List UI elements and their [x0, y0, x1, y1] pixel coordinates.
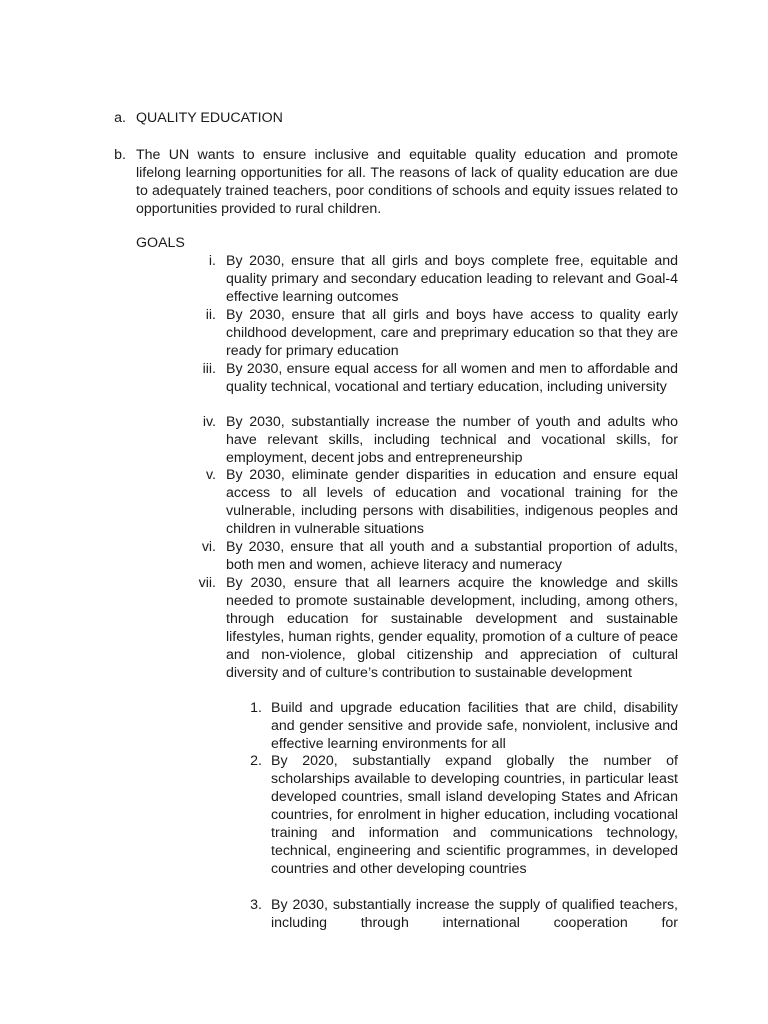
goals-heading: GOALS	[136, 235, 185, 251]
goal-item-text: By 2030, ensure that all youth and a substantial proportion of adults, both men and women, achieve literacy and numeracy	[226, 539, 678, 573]
section-b-paragraph: The UN wants to ensure inclusive and equitable quality education and promote lifelong learning opportunities for all. The reasons of lack of quality education are due to adequately trained teachers, poor conditions of schools and equity issues related to opportunities provided to rural children.	[136, 147, 678, 217]
goal-item-text: By 2030, eliminate gender disparities in education and ensure equal access to all levels of education and vocational training for the vulnerable, including persons with disabilities, indigenous peoples and children in vulnerable situations	[226, 467, 678, 537]
target-marker: 1.	[250, 700, 262, 716]
goal-marker: vii.	[198, 575, 216, 591]
goal-item-text: By 2030, ensure that all girls and boys have access to quality early childhood development, care and preprimary education so that they are ready for primary education	[226, 307, 678, 359]
goal-item-text: By 2030, substantially increase the number of youth and adults who have relevant skills, including technical and vocational skills, for employment, decent jobs and entrepreneurship	[226, 414, 678, 466]
target-item-text: By 2020, substantially expand globally the number of scholarships available to developing countries, in particular least developed countries, small island developing States and African countries, for enrolment in higher education, including vocational training and information and communications technology, technical, engineering and scientific programmes, in developed countries and other developing countries	[271, 753, 678, 877]
goal-item-text: By 2030, ensure equal access for all women and men to affordable and quality technical, vocational and tertiary education, including university	[226, 361, 678, 395]
section-b-marker: b.	[114, 147, 126, 163]
goal-marker: ii.	[205, 307, 216, 323]
target-marker: 3.	[250, 897, 262, 913]
goal-item-text: By 2030, ensure that all learners acquire the knowledge and skills needed to promote sustainable development, including, among others, through education for sustainable development and sustainable lifestyles, human rights, gender equality, promotion of a culture of peace and non-violence, global citizenship and appreciation of cultural diversity and of culture’s contribution to sustainable development	[226, 575, 678, 681]
goal-marker: v.	[206, 467, 216, 483]
section-a-marker: a.	[114, 110, 126, 126]
section-a-title: QUALITY EDUCATION	[136, 110, 283, 126]
goal-marker: i.	[208, 253, 216, 269]
goal-marker: iii.	[202, 361, 216, 377]
goal-item-text: By 2030, ensure that all girls and boys complete free, equitable and quality primary and secondary education leading to relevant and Goal-4 effective learning outcomes	[226, 253, 678, 305]
goal-marker: vi.	[201, 539, 216, 555]
target-item-text: Build and upgrade education facilities that are child, disability and gender sensitive and provide safe, nonviolent, inclusive and effective learning environments for all	[271, 700, 678, 752]
goal-marker: iv.	[202, 414, 216, 430]
target-item-text: By 2030, substantially increase the supply of qualified teachers, including through international cooperation for	[271, 897, 678, 931]
target-marker: 2.	[250, 753, 262, 769]
